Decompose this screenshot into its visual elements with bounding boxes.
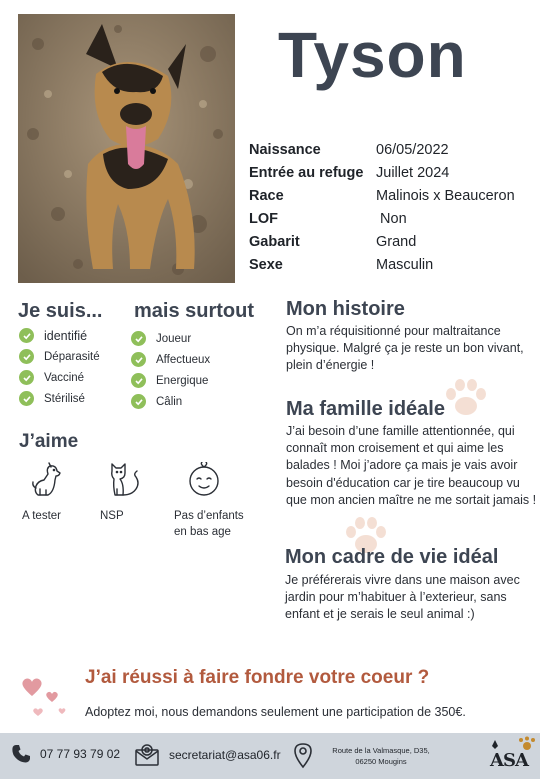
fact-row-sexe [249,253,539,276]
list-item-label: Vacciné [44,371,85,384]
list-item [19,325,100,346]
fact-label: Sexe [249,256,283,273]
famille-text: J’ai besoin d’une famille attentionnée, qui connaît mon croisement et qui aime les balades ! Moi j’adore ça mais je vais avoir besoin d'éducation car je tire beaucoup vu que mon ancien maître ne me sortait jamais ! [286,424,537,507]
check-icon [19,391,34,406]
location-pin-icon [292,741,314,769]
dog-photo [18,14,235,283]
list-item-label: Energique [156,374,209,387]
footer-email[interactable] [133,741,281,769]
histoire-heading: Mon histoire [286,298,405,320]
check-icon [19,349,34,364]
like-children-label [174,508,244,540]
fact-row-lof [249,207,539,230]
fact-value: Malinois x Beauceron [376,187,515,204]
fact-value: Masculin [376,256,434,273]
list-item [131,370,210,391]
like-children-line2: en bas age [174,526,231,538]
fact-value: Juillet 2024 [376,164,450,181]
like-children [174,462,244,540]
mais-surtout-list [131,328,210,412]
fact-value: Non [376,210,407,227]
dog-illustration [18,14,235,283]
footer-phone[interactable] [10,743,120,765]
list-item [19,367,100,388]
phone-icon [10,743,32,765]
dog-icon [30,462,64,498]
check-icon [131,373,146,388]
email-address: secretariat@asa06.fr [169,748,281,762]
list-item [131,391,210,412]
like-dogs-label: A tester [22,510,61,522]
jaime-heading: J’aime [19,431,79,452]
like-cats [100,462,144,524]
famille-heading: Ma famille idéale [286,398,445,420]
fact-label: Naissance [249,141,321,158]
list-item-label: Stérilisé [44,392,85,405]
list-item [131,349,210,370]
mail-icon [133,741,161,769]
phone-number: 07 77 93 79 02 [40,747,121,761]
facts-table [249,138,539,276]
cta-text: Adoptez moi, nous demandons seulement une participation de 350€. [85,705,466,719]
footer [0,733,540,779]
fact-row-entree [249,161,539,184]
like-cats-label: NSP [100,510,124,522]
asa-logo [483,736,535,778]
cadre-text: Je préférerais vivre dans une maison avec jardin pour m’habituer à l’exterieur, sans enfant et je serais le seul animal :) [285,573,520,621]
fact-label: Gabarit [249,233,300,250]
list-item [19,388,100,409]
fact-label: Entrée au refuge [249,164,364,181]
check-icon [19,328,34,343]
check-icon [131,331,146,346]
check-icon [131,394,146,409]
list-item-label: identifié [44,328,88,343]
fact-row-race [249,184,539,207]
list-item [19,346,100,367]
footer-location [292,741,314,769]
address-line2: 06250 Mougins [355,757,407,766]
likes-row [22,462,262,542]
like-children-line1: Pas d’enfants [174,510,244,522]
mais-surtout-heading: mais surtout [134,300,255,322]
cat-icon [108,462,144,498]
cadre-heading: Mon cadre de vie idéal [285,546,499,568]
dog-name: Tyson [278,19,467,91]
check-icon [19,370,34,385]
list-item-label: Déparasité [44,350,100,363]
je-suis-heading: Je suis... [18,300,103,322]
fact-value: Grand [376,233,417,250]
list-item-label: Affectueux [156,353,211,366]
histoire-text: On m’a réquisitionné pour maltraitance physique. Malgré ça je reste un bon vivant, plein d’énergie ! [286,324,524,372]
hearts-icon [18,676,70,720]
like-dogs [22,462,64,524]
paw-icon [442,376,490,418]
je-suis-list [19,325,100,409]
check-icon [131,352,146,367]
list-item-label: Câlin [156,395,183,408]
fact-label: LOF [249,210,278,227]
fact-row-gabarit [249,230,539,253]
fact-value: 06/05/2022 [376,141,449,158]
baby-icon [186,462,222,498]
logo-text: ASA [490,750,528,771]
footer-address [326,745,436,767]
fact-row-naissance [249,138,539,161]
list-item-label: Joueur [156,332,192,345]
address-line1: Route de la Valmasque, D35, [332,746,430,755]
fact-label: Race [249,187,284,204]
list-item [131,328,210,349]
cta-title: J’ai réussi à faire fondre votre coeur ? [85,667,430,688]
